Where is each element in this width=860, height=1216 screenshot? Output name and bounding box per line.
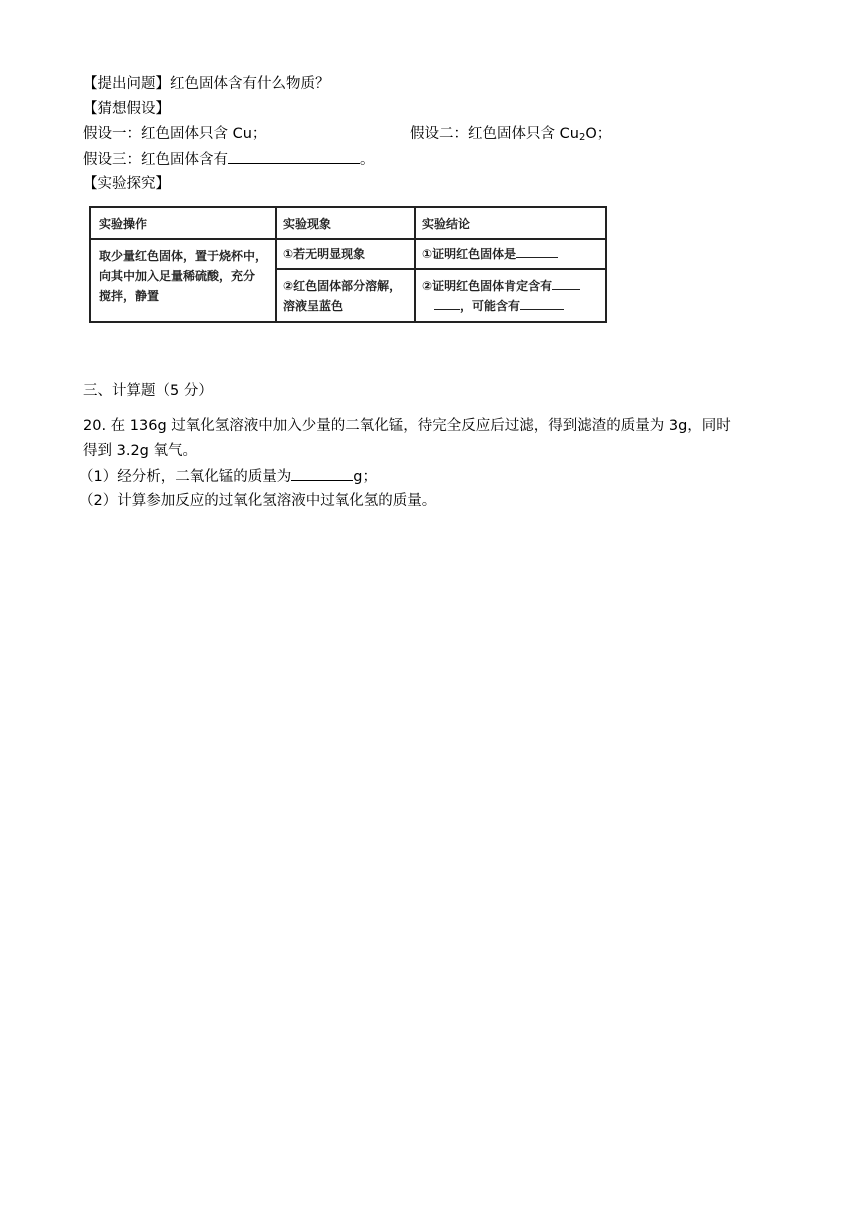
table-cell-operation-line: 向其中加入足量稀硫酸，充分 bbox=[99, 269, 256, 283]
hypothesis-heading: 【猜想假设】 bbox=[83, 101, 170, 117]
subquestion-1-blank[interactable] bbox=[291, 466, 353, 481]
hypothesis-2-suffix: O； bbox=[585, 126, 612, 142]
question-label: 【提出问题】 bbox=[83, 76, 170, 92]
hypothesis-2-prefix: 假设二：红色固体只含 Cu bbox=[410, 126, 579, 142]
table-divider bbox=[414, 208, 416, 321]
conclusion-2-blank-cont[interactable] bbox=[434, 297, 460, 310]
table-cell-phenomenon-2-line: ②红色固体部分溶解， bbox=[283, 279, 402, 293]
experiment-heading: 【实验探究】 bbox=[83, 176, 170, 192]
table-cell-conclusion-2-line2 bbox=[434, 296, 564, 316]
hypothesis-2-subscript: 2 bbox=[578, 132, 586, 143]
table-divider bbox=[275, 268, 605, 270]
question-20-line2: 得到 3.2g 氧气。 bbox=[83, 443, 197, 459]
experiment-table bbox=[89, 206, 607, 323]
question-20-text: 在 136g 过氧化氢溶液中加入少量的二氧化锰，待完全反应后过滤，得到滤渣的质量为 3g，同时 bbox=[110, 418, 731, 434]
conclusion-2-text: ②证明红色固体肯定含有 bbox=[422, 279, 553, 293]
subquestion-1 bbox=[79, 466, 377, 487]
conclusion-2-possible-blank[interactable] bbox=[520, 297, 564, 310]
hypothesis-3-blank[interactable] bbox=[228, 149, 360, 164]
table-header-operation: 实验操作 bbox=[99, 217, 148, 231]
hypothesis-2 bbox=[410, 124, 611, 148]
question-20-number: 20. bbox=[83, 418, 107, 434]
conclusion-2-possible-text: ，可能含有 bbox=[460, 299, 521, 313]
table-divider bbox=[91, 238, 605, 240]
subquestion-1-unit: g； bbox=[353, 469, 377, 485]
subquestion-1-text: （1）经分析，二氧化锰的质量为 bbox=[79, 469, 292, 485]
table-cell-phenomenon-2-line: 溶液呈蓝色 bbox=[283, 299, 344, 313]
calc-section-heading: 三、计算题（5 分） bbox=[83, 383, 213, 399]
table-cell-operation-line: 取少量红色固体，置于烧杯中， bbox=[99, 249, 268, 263]
table-divider bbox=[275, 208, 277, 321]
table-cell-conclusion-1 bbox=[422, 244, 558, 264]
table-cell-phenomenon-1: ①若无明显现象 bbox=[283, 247, 366, 261]
conclusion-2-blank[interactable] bbox=[552, 277, 580, 290]
conclusion-1-text: ①证明红色固体是 bbox=[422, 247, 517, 261]
hypothesis-3-suffix: 。 bbox=[360, 152, 375, 168]
conclusion-1-blank[interactable] bbox=[516, 245, 558, 258]
hypothesis-3 bbox=[83, 149, 375, 170]
question-line bbox=[83, 74, 330, 94]
question-20-line1 bbox=[83, 416, 731, 436]
subquestion-2: （2）计算参加反应的过氧化氢溶液中过氧化氢的质量。 bbox=[79, 493, 437, 509]
table-header-phenomenon: 实验现象 bbox=[283, 217, 332, 231]
table-header-conclusion: 实验结论 bbox=[422, 217, 471, 231]
table-cell-conclusion-2-line1 bbox=[422, 276, 580, 296]
hypothesis-1: 假设一：红色固体只含 Cu； bbox=[83, 126, 267, 142]
hypothesis-3-prefix: 假设三：红色固体含有 bbox=[83, 152, 228, 168]
question-text: 红色固体含有什么物质？ bbox=[170, 76, 330, 92]
table-cell-operation-line: 搅拌，静置 bbox=[99, 289, 160, 303]
